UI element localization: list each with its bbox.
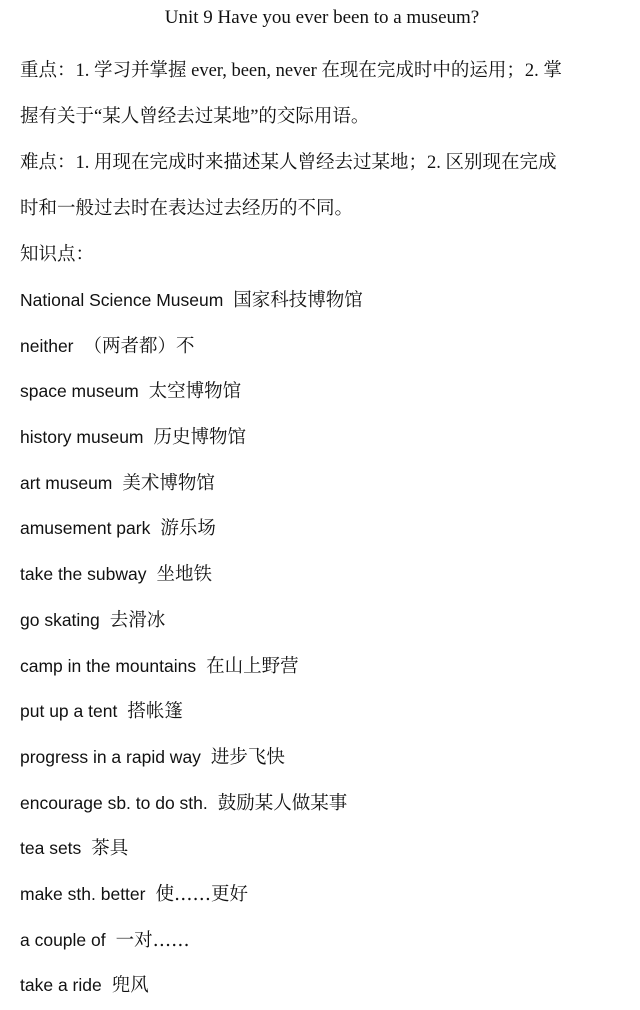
vocabulary-item bbox=[20, 963, 624, 1009]
vocabulary-item bbox=[20, 872, 624, 918]
vocabulary-chinese: 茶具 bbox=[91, 838, 129, 860]
vocabulary-item bbox=[20, 826, 624, 872]
vocabulary-item bbox=[20, 918, 624, 964]
key-points-line-2: 握有关于“某人曾经去过某地”的交际用语。 bbox=[20, 107, 370, 127]
vocabulary-item bbox=[20, 735, 624, 781]
key-points-line-1: 重点：1. 学习并掌握 ever, been, never 在现在完成时中的运用；2. 掌 bbox=[20, 61, 562, 81]
vocabulary-chinese: 国家科技博物馆 bbox=[233, 290, 363, 311]
vocabulary-chinese: 使……更好 bbox=[155, 883, 248, 905]
page-title: Unit 9 Have you ever been to a museum? bbox=[164, 7, 480, 28]
vocabulary-chinese: 美术博物馆 bbox=[122, 472, 215, 494]
vocabulary-english: camp in the mountains bbox=[20, 655, 197, 676]
vocabulary-english: make sth. better bbox=[20, 883, 146, 904]
vocabulary-chinese: 一对…… bbox=[115, 929, 190, 951]
vocabulary-english: amusement park bbox=[20, 518, 151, 539]
vocabulary-item bbox=[20, 324, 624, 370]
vocabulary-english: progress in a rapid way bbox=[20, 746, 201, 767]
vocabulary-english: neither bbox=[20, 335, 74, 356]
difficult-points-line-2: 时和一般过去时在表达过去经历的不同。 bbox=[20, 199, 354, 219]
difficult-points-line-1: 难点：1. 用现在完成时来描述某人曾经去过某地；2. 区别现在完成 bbox=[20, 153, 557, 173]
vocabulary-item bbox=[20, 598, 624, 644]
vocabulary-chinese: 鼓励某人做某事 bbox=[217, 792, 348, 814]
vocabulary-item bbox=[20, 644, 624, 690]
vocabulary-chinese: 进步飞快 bbox=[210, 746, 285, 768]
vocabulary-chinese: 去滑冰 bbox=[109, 609, 166, 631]
vocabulary-english: go skating bbox=[20, 609, 100, 630]
vocabulary-item bbox=[20, 689, 624, 735]
vocabulary-chinese: 游乐场 bbox=[160, 518, 216, 540]
vocabulary-item bbox=[20, 415, 624, 461]
vocabulary-english: take the subway bbox=[20, 564, 147, 585]
vocabulary-chinese: 搭帐篷 bbox=[127, 701, 183, 723]
vocabulary-item bbox=[20, 781, 624, 827]
vocabulary-english: encourage sb. to do sth. bbox=[20, 792, 208, 813]
vocabulary-chinese: 在山上野营 bbox=[206, 655, 299, 677]
vocabulary-english: art museum bbox=[20, 472, 113, 493]
knowledge-points-label: 知识点： bbox=[20, 245, 95, 265]
vocabulary-english: put up a tent bbox=[20, 701, 118, 722]
vocabulary-chinese: 历史博物馆 bbox=[153, 427, 247, 449]
vocabulary-english: a couple of bbox=[20, 929, 106, 950]
vocabulary-english: take a ride bbox=[20, 975, 102, 996]
vocabulary-item bbox=[20, 506, 624, 552]
vocabulary-chinese: 兜风 bbox=[111, 975, 149, 997]
vocabulary-english: history museum bbox=[20, 427, 144, 448]
vocabulary-item bbox=[20, 552, 624, 598]
vocabulary-english: National Science Museum bbox=[20, 290, 224, 310]
vocabulary-list bbox=[20, 278, 624, 1009]
vocabulary-chinese: 太空博物馆 bbox=[148, 381, 242, 403]
vocabulary-english: tea sets bbox=[20, 838, 82, 859]
vocabulary-item bbox=[20, 278, 624, 324]
key-points-paragraph bbox=[20, 48, 624, 140]
vocabulary-item bbox=[20, 369, 624, 415]
vocabulary-chinese: （两者都）不 bbox=[83, 335, 195, 357]
vocabulary-english: space museum bbox=[20, 381, 139, 402]
difficult-points-paragraph bbox=[20, 140, 624, 232]
vocabulary-item bbox=[20, 461, 624, 507]
vocabulary-chinese: 坐地铁 bbox=[156, 564, 212, 586]
